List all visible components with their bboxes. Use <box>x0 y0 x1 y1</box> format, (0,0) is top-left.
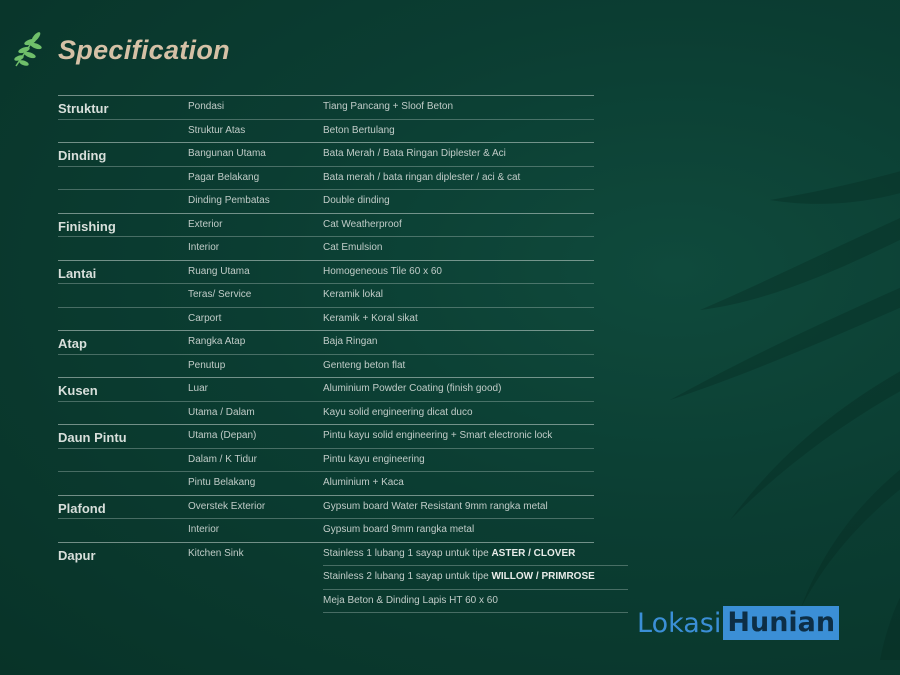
spec-value: Cat Weatherproof <box>323 218 402 230</box>
spec-row <box>58 142 594 166</box>
spec-row <box>58 518 594 542</box>
spec-row <box>58 166 594 190</box>
sub-label: Bangunan Utama <box>188 148 266 159</box>
spec-row <box>323 589 628 614</box>
sub-label: Teras/ Service <box>188 289 252 300</box>
sub-label: Luar <box>188 383 209 394</box>
sub-label: Exterior <box>188 218 223 230</box>
sub-label: Pagar Belakang <box>188 171 260 183</box>
category-label: Daun Pintu <box>58 430 127 445</box>
value-type: WILLOW / PRIMROSE <box>491 571 595 582</box>
value-text: Stainless 1 lubang 1 sayap untuk tipe <box>323 547 489 559</box>
spec-table <box>58 95 628 613</box>
sub-label: Ruang Utama <box>188 265 250 277</box>
value-text: Stainless 2 lubang 1 sayap untuk tipe <box>323 571 489 582</box>
spec-row <box>58 542 594 566</box>
sub-label: Utama / Dalam <box>188 406 255 418</box>
spec-value: Gypsum board Water Resistant 9mm rangka metal <box>323 500 548 512</box>
spec-value: Baja Ringan <box>323 336 378 347</box>
spec-value: Double dinding <box>323 195 390 206</box>
spec-value: Aluminium Powder Coating (finish good) <box>323 383 502 394</box>
spec-group <box>58 377 594 424</box>
spec-value: Aluminium + Kaca <box>323 477 404 488</box>
sub-label: Pintu Belakang <box>188 477 256 488</box>
sub-label: Pondasi <box>188 101 225 112</box>
category-label: Plafond <box>58 500 106 516</box>
spec-row <box>58 283 594 307</box>
spec-row <box>58 448 594 472</box>
category-label: Finishing <box>58 218 116 234</box>
leaf-icon <box>10 30 46 70</box>
sub-label: Interior <box>188 242 220 253</box>
spec-group <box>58 95 594 142</box>
sub-label: Interior <box>188 524 220 535</box>
header <box>10 30 230 70</box>
category-label: Struktur <box>58 101 109 116</box>
spec-value: Cat Emulsion <box>323 242 383 253</box>
sub-label: Overstek Exterior <box>188 500 266 512</box>
spec-value: Bata merah / bata ringan diplester / aci & cat <box>323 171 521 183</box>
category-label: Atap <box>58 336 87 351</box>
spec-value: Meja Beton & Dinding Lapis HT 60 x 60 <box>323 594 498 606</box>
spec-value: Keramik lokal <box>323 289 384 300</box>
spec-row <box>58 377 594 401</box>
spec-group-dapur <box>58 542 628 614</box>
spec-value: Pintu kayu engineering <box>323 453 425 465</box>
spec-row <box>58 401 594 425</box>
sub-label: Utama (Depan) <box>188 430 257 441</box>
category-label: Lantai <box>58 265 97 281</box>
spec-row <box>58 495 594 519</box>
spec-row <box>58 354 594 378</box>
spec-value: Gypsum board 9mm rangka metal <box>323 524 475 535</box>
spec-row <box>58 424 594 448</box>
spec-value: Beton Bertulang <box>323 124 395 136</box>
spec-group <box>58 330 594 377</box>
spec-value: Homogeneous Tile 60 x 60 <box>323 265 442 277</box>
spec-group <box>58 260 594 331</box>
spec-value: Bata Merah / Bata Ringan Diplester & Aci <box>323 148 506 159</box>
spec-row <box>323 565 628 589</box>
spec-value: Kayu solid engineering dicat duco <box>323 406 473 418</box>
sub-label: Struktur Atas <box>188 124 246 136</box>
spec-value: Keramik + Koral sikat <box>323 312 418 324</box>
logo-part-1: Lokasi <box>637 607 722 639</box>
spec-row <box>58 236 594 260</box>
sub-label: Kitchen Sink <box>188 547 244 559</box>
logo-part-2: Hunian <box>723 606 839 640</box>
spec-group <box>58 424 594 495</box>
spec-row <box>58 307 594 331</box>
spec-group <box>58 213 594 260</box>
spec-row <box>58 213 594 237</box>
category-label: Kusen <box>58 383 98 398</box>
spec-row <box>58 189 594 213</box>
sub-label: Penutup <box>188 359 226 371</box>
category-label: Dapur <box>58 547 96 563</box>
spec-row <box>58 260 594 284</box>
spec-row <box>58 95 594 119</box>
page-title: Specification <box>58 34 230 65</box>
spec-row <box>58 330 594 354</box>
spec-row <box>58 119 594 143</box>
spec-value: Tiang Pancang + Sloof Beton <box>323 101 453 112</box>
category-label: Dinding <box>58 148 107 163</box>
spec-group <box>58 142 594 213</box>
sub-label: Dalam / K Tidur <box>188 453 257 465</box>
value-type: ASTER / CLOVER <box>491 547 576 559</box>
spec-value <box>323 571 595 582</box>
sub-label: Rangka Atap <box>188 336 246 347</box>
sub-label: Carport <box>188 312 222 324</box>
spec-row <box>58 471 594 495</box>
spec-value <box>323 548 575 559</box>
spec-group <box>58 495 594 542</box>
sub-label: Dinding Pembatas <box>188 195 270 206</box>
spec-value: Pintu kayu solid engineering + Smart electronic lock <box>323 430 553 441</box>
spec-value: Genteng beton flat <box>323 359 406 371</box>
lokasihunian-logo <box>637 606 839 640</box>
